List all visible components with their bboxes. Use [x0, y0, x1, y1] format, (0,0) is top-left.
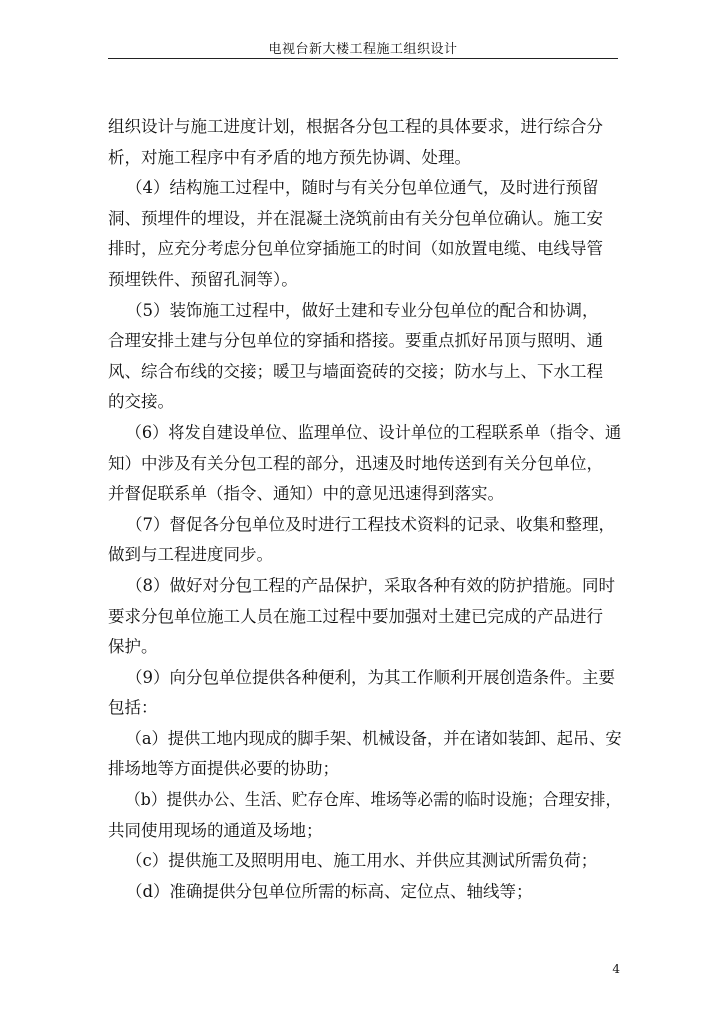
text-line: 保护。 — [108, 637, 158, 657]
text-line: （a）提供工地内现成的脚手架、机械设备，并在诸如装卸、起吊、安 — [125, 728, 622, 748]
text-line: （9）向分包单位提供各种便利，为其工作顺利开展创造条件。主要 — [126, 667, 615, 687]
text-line: （6）将发自建设单位、监理单位、设计单位的工程联系单（指令、通 — [125, 422, 622, 442]
text-line: 包括： — [108, 698, 158, 718]
text-line: 知）中涉及有关分包工程的部分，迅速及时地传送到有关分包单位， — [108, 453, 603, 473]
header-rule — [108, 58, 618, 59]
page-number: 4 — [612, 962, 620, 976]
text-line: 的交接。 — [108, 392, 174, 412]
text-line: 组织设计与施工进度计划，根据各分包工程的具体要求，进行综合分 — [108, 117, 603, 136]
text-line: （b）提供办公、生活、贮存仓库、堆场等必需的临时设施；合理安排， — [125, 790, 622, 810]
text-line: 合理安排土建与分包单位的穿插和搭接。要重点抓好吊顶与照明、通 — [108, 331, 603, 351]
text-line: （8）做好对分包工程的产品保护，采取各种有效的防护措施。同时 — [126, 575, 615, 595]
text-line: 并督促联系单（指令、通知）中的意见迅速得到落实。 — [108, 484, 504, 504]
text-line: 风、综合布线的交接；暖卫与墙面瓷砖的交接；防水与上、下水工程 — [108, 361, 603, 381]
text-line: （d）准确提供分包单位所需的标高、定位点、轴线等； — [126, 881, 533, 901]
text-line: （c）提供施工及照明用电、施工用水、并供应其测试所需负荷； — [126, 851, 598, 871]
text-line: （5）装饰施工过程中，做好土建和专业分包单位的配合和协调， — [126, 300, 599, 320]
text-line: 洞、预埋件的埋设，并在混凝土浇筑前由有关分包单位确认。施工安 — [108, 208, 603, 228]
text-line: 做到与工程进度同步。 — [108, 545, 273, 565]
text-line: 排场地等方面提供必要的协助； — [108, 759, 339, 779]
running-header: 电视台新大楼工程施工组织设计 — [268, 42, 458, 57]
body-text — [108, 112, 622, 907]
text-line: 析，对施工程序中有矛盾的地方预先协调、处理。 — [108, 147, 471, 167]
text-line: （7）督促各分包单位及时进行工程技术资料的记录、收集和整理， — [126, 514, 615, 534]
text-line: 预埋铁件、预留孔洞等）。 — [108, 269, 298, 289]
text-line: 排时，应充分考虑分包单位穿插施工的时间（如放置电缆、电线导管 — [108, 239, 603, 259]
text-line: 要求分包单位施工人员在施工过程中要加强对土建已完成的产品进行 — [108, 606, 603, 626]
text-line: （4）结构施工过程中，随时与有关分包单位通气，及时进行预留 — [126, 178, 599, 198]
text-line: 共同使用现场的通道及场地； — [108, 820, 323, 840]
